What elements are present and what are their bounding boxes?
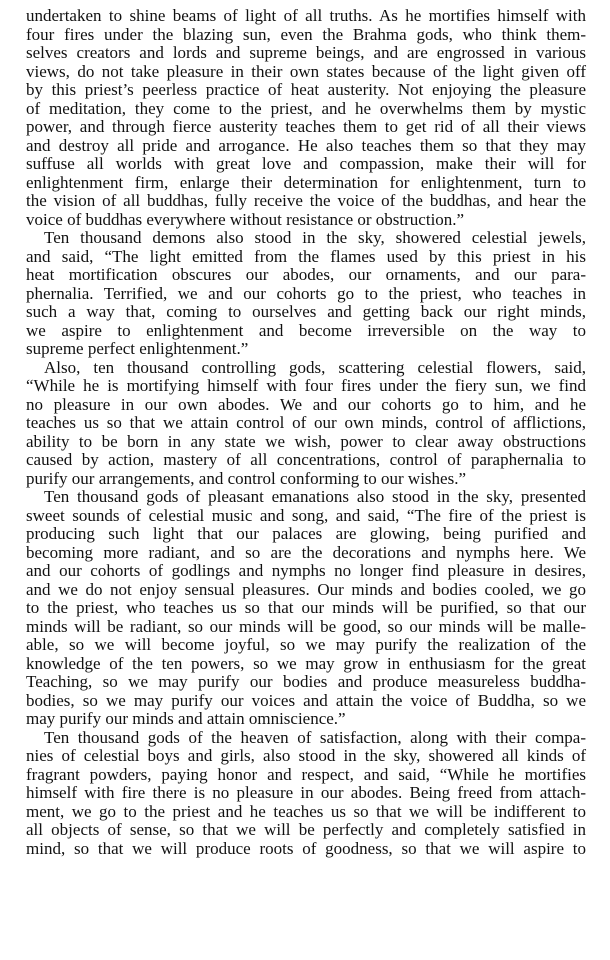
- text-line: may purify our minds and attain omniscience.”: [26, 709, 346, 728]
- text-line: mind, so that we will produce roots of goodness, so that we will aspire to: [26, 838, 586, 858]
- text-line: to the priest, who teaches us so that our minds will be purified, so that our: [26, 598, 586, 617]
- text-line: ment, we go to the priest and he teaches us so that we will be indifferent to: [26, 801, 586, 821]
- text-line: able, so we will become joyful, so we may purify the realization of the: [26, 635, 586, 654]
- text-line: phernalia. Terrified, we and our cohorts go to the priest, who teaches in: [26, 283, 586, 303]
- text-line: ability to be born in any state we wish, power to clear away obstructions: [26, 431, 586, 451]
- text-line: such a way that, coming to ourselves and getting back our right minds,: [26, 302, 586, 321]
- text-line: producing such light that our palaces are glowing, being purified and: [26, 524, 586, 543]
- text-line: “While he is mortifying himself with four fires under the fiery sun, we find: [26, 376, 586, 395]
- text-line: supreme perfect enlightenment.”: [26, 339, 249, 358]
- text-line: selves creators and lords and supreme beings, and are engrossed in various: [26, 43, 586, 62]
- text-line: the vision of all buddhas, fully receive the voice of the buddhas, and hear the: [26, 191, 586, 210]
- text-line: Ten thousand gods of pleasant emanations also stood in the sky, presented: [44, 487, 586, 506]
- document-page: [26, 7, 586, 858]
- text-line: bodies, so we may purify our voices and attain the voice of Buddha, so we: [26, 690, 586, 710]
- text-line: no pleasure in our own abodes. We and our cohorts go to him, and he: [26, 394, 586, 414]
- text-line: knowledge of the ten powers, so we may grow in enthusiasm for the great: [26, 653, 586, 673]
- text-line: power, and through fierce austerity teaches them to get rid of all their views: [26, 117, 586, 136]
- text-line: enlightenment firm, enlarge their determination for enlightenment, turn to: [26, 172, 586, 192]
- text-line: Also, ten thousand controlling gods, scattering celestial flowers, said,: [44, 357, 586, 377]
- text-line: and our cohorts of godlings and nymphs no longer find pleasure in desires,: [26, 561, 586, 580]
- text-line: voice of buddhas everywhere without resistance or obstruction.”: [26, 209, 465, 229]
- text-line: of meditation, they come to the priest, and he overwhelms them by mystic: [26, 98, 586, 118]
- text-line: Ten thousand demons also stood in the sky, showered celestial jewels,: [44, 228, 586, 247]
- text-line: undertaken to shine beams of light of all truths. As he mortifies himself with: [26, 6, 586, 25]
- text-line: caused by action, mastery of all concentrations, control of paraphernalia to: [26, 450, 586, 469]
- text-line: suffuse all worlds with great love and compassion, make their will for: [26, 154, 586, 173]
- text-line: and we do not enjoy sensual pleasures. Our minds and bodies cooled, we go: [26, 579, 586, 599]
- text-line: fragrant powders, paying honor and respect, and said, “While he mortifies: [26, 764, 586, 784]
- text-line: Teaching, so we may purify our bodies and produce measureless buddha-: [26, 672, 586, 691]
- text-line: we aspire to enlightenment and become irreversible on the way to: [26, 320, 586, 340]
- text-line: becoming more radiant, and so are the decorations and nymphs here. We: [26, 542, 586, 562]
- text-line: views, do not take pleasure in their own states because of the light given off: [26, 61, 586, 81]
- text-line: himself with fire there is no pleasure in our abodes. Being freed from attach-: [26, 783, 586, 802]
- text-line: minds will be radiant, so our minds will be good, so our minds will be malle-: [26, 616, 586, 636]
- text-line: nies of celestial boys and girls, also stood in the sky, showered all kinds of: [26, 746, 586, 765]
- text-line: by this priest’s peerless practice of heat austerity. Not enjoying the pleasure: [26, 80, 586, 99]
- text-line: heat mortification obscures our abodes, our ornaments, and our para-: [26, 265, 586, 284]
- text-line: Ten thousand gods of the heaven of satisfaction, along with their compa-: [44, 727, 586, 747]
- text-line: and said, “The light emitted from the flames used by this priest in his: [26, 246, 586, 266]
- text-line: teaches us so that we attain control of our own minds, control of afflictions,: [26, 413, 586, 432]
- text-line: all objects of sense, so that we will be perfectly and completely satisfied in: [26, 820, 586, 839]
- text-line: four fires under the blazing sun, even the Brahma gods, who think them-: [26, 24, 586, 44]
- text-line: sweet sounds of celestial music and song, and said, “The fire of the priest is: [26, 505, 586, 525]
- text-line: purify our arrangements, and control conforming to our wishes.”: [26, 468, 466, 488]
- text-line: and destroy all pride and arrogance. He also teaches them so that they may: [26, 135, 586, 155]
